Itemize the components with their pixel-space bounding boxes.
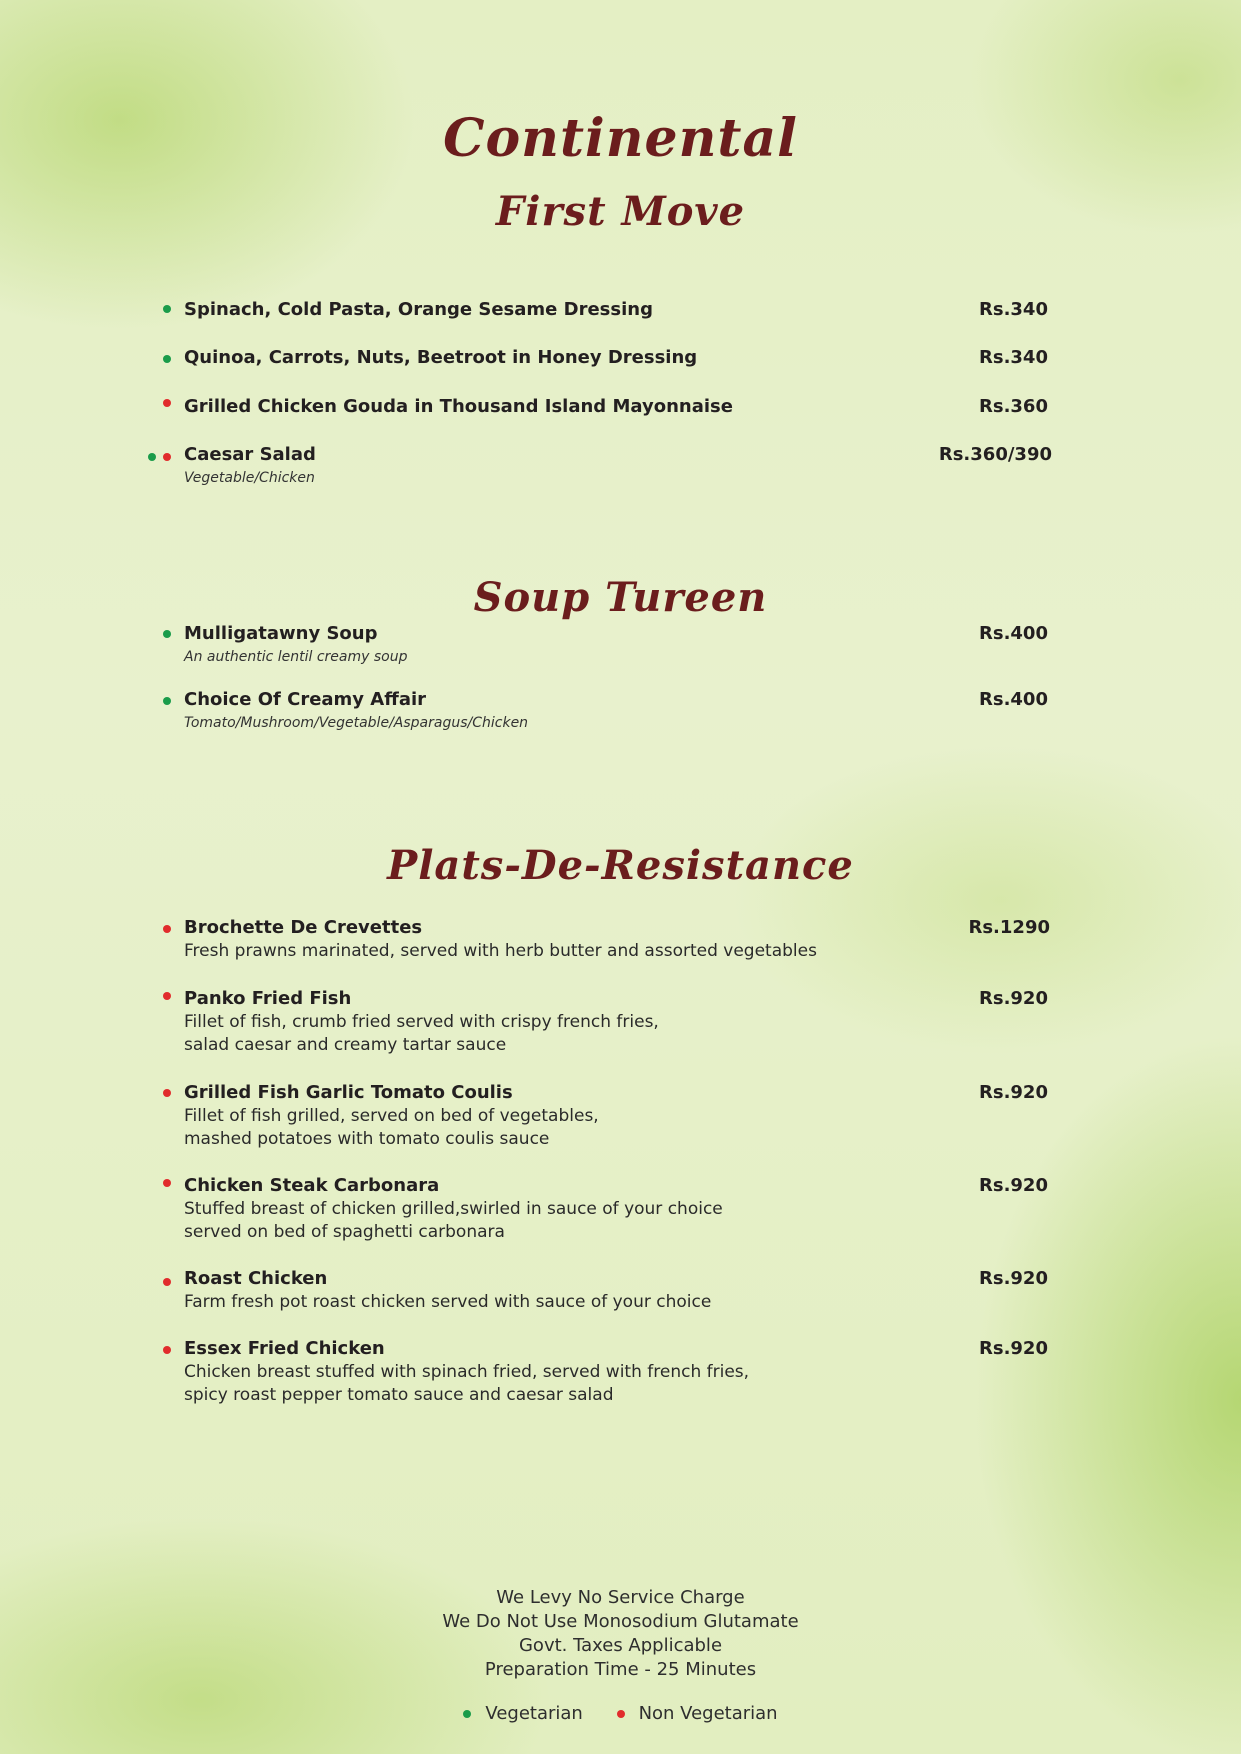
nonveg-dot-icon [163, 453, 171, 461]
veg-dot-icon [163, 630, 171, 638]
description-line: Fillet of fish grilled, served on bed of vegetables, [184, 1106, 599, 1126]
item-price: Rs.920 [979, 1082, 1048, 1103]
item-price: Rs.920 [979, 1338, 1048, 1359]
item-name: Roast Chicken [184, 1268, 328, 1289]
nonveg-dot-icon [163, 992, 171, 1000]
description-line: Fresh prawns marinated, served with herb butter and assorted vegetables [184, 941, 817, 961]
item-price: Rs.360/390 [938, 444, 1052, 465]
item-name: Quinoa, Carrots, Nuts, Beetroot in Honey Dressing [184, 347, 698, 368]
item-name: Grilled Chicken Gouda in Thousand Island Mayonnaise [184, 396, 733, 417]
nonveg-dot-icon [163, 399, 171, 407]
nonveg-dot-icon [617, 1710, 625, 1718]
item-price: Rs.920 [979, 988, 1048, 1009]
footer-line: We Do Not Use Monosodium Glutamate [442, 1611, 799, 1632]
nonveg-dot-icon [163, 925, 171, 933]
menu-item [184, 1267, 1054, 1314]
menu-item [184, 688, 1054, 734]
veg-dot-icon [148, 453, 156, 461]
legend-veg-label: Vegetarian [485, 1703, 583, 1724]
item-name: Panko Fried Fish [184, 988, 352, 1009]
menu-item [184, 395, 1054, 419]
item-name: Caesar Salad [184, 444, 316, 465]
section-heading-soup-tureen: Soup Tureen [473, 574, 768, 621]
description-line: Farm fresh pot roast chicken served with sauce of your choice [184, 1292, 712, 1312]
description-line: salad caesar and creamy tartar sauce [184, 1035, 507, 1055]
description-line: served on bed of spaghetti carbonara [184, 1222, 505, 1242]
legend-veg [463, 1702, 582, 1726]
veg-dot-icon [163, 697, 171, 705]
item-name: Spinach, Cold Pasta, Orange Sesame Dressing [184, 299, 653, 320]
item-description [184, 1105, 1054, 1151]
item-price: Rs.400 [979, 689, 1048, 710]
legend [0, 1701, 1241, 1726]
item-description [184, 1291, 1054, 1314]
menu-item [184, 622, 1054, 668]
item-price: Rs.920 [979, 1175, 1048, 1196]
item-name: Grilled Fish Garlic Tomato Coulis [184, 1082, 513, 1103]
nonveg-dot-icon [163, 1278, 171, 1286]
menu-item [184, 1174, 1054, 1244]
item-name: Essex Fried Chicken [184, 1338, 385, 1359]
section-heading-plats-de-resistance: Plats-De-Resistance [387, 842, 854, 889]
legend-nonveg [617, 1702, 778, 1726]
section-heading-first-move: First Move [495, 188, 746, 235]
menu-item [184, 987, 1054, 1057]
item-price: Rs.920 [979, 1268, 1048, 1289]
item-description [184, 1361, 1054, 1407]
item-name: Brochette De Crevettes [184, 917, 423, 938]
veg-dot-icon [463, 1710, 471, 1718]
item-name: Mulligatawny Soup [184, 623, 378, 644]
description-line: Chicken breast stuffed with spinach fried, served with french fries, [184, 1362, 750, 1382]
veg-dot-icon [163, 355, 171, 363]
menu-item [184, 1081, 1054, 1151]
menu-item [184, 298, 1054, 322]
footer-notes [0, 1586, 1241, 1682]
menu-item [184, 443, 1054, 489]
description-line: Fillet of fish, crumb fried served with crispy french fries, [184, 1012, 659, 1032]
description-line: spicy roast pepper tomato sauce and caesar salad [184, 1385, 614, 1405]
footer-line: Govt. Taxes Applicable [518, 1635, 723, 1656]
nonveg-dot-icon [163, 1089, 171, 1097]
footer-line: Preparation Time - 25 Minutes [484, 1659, 757, 1680]
item-note: An authentic lentil creamy soup [184, 649, 408, 665]
legend-nonveg-label: Non Vegetarian [638, 1703, 778, 1724]
item-price: Rs.340 [979, 299, 1048, 320]
item-price: Rs.1290 [968, 917, 1050, 938]
item-description [184, 1011, 1054, 1057]
item-price: Rs.340 [979, 347, 1048, 368]
menu-item [184, 1337, 1054, 1407]
nonveg-dot-icon [163, 1179, 171, 1187]
veg-dot-icon [163, 305, 171, 313]
menu-item [184, 346, 1054, 370]
page-title: Continental [443, 108, 798, 169]
item-name: Choice Of Creamy Affair [184, 689, 427, 710]
nonveg-dot-icon [163, 1346, 171, 1354]
menu-item [184, 916, 1054, 963]
item-price: Rs.400 [979, 623, 1048, 644]
item-price: Rs.360 [979, 396, 1048, 417]
item-note: Tomato/Mushroom/Vegetable/Asparagus/Chicken [184, 715, 529, 731]
footer-line: We Levy No Service Charge [496, 1587, 745, 1608]
item-note: Vegetable/Chicken [184, 470, 315, 486]
item-description [184, 940, 1054, 963]
item-name: Chicken Steak Carbonara [184, 1175, 440, 1196]
description-line: Stuffed breast of chicken grilled,swirled in sauce of your choice [184, 1199, 723, 1219]
item-description [184, 1198, 1054, 1244]
description-line: mashed potatoes with tomato coulis sauce [184, 1129, 550, 1149]
